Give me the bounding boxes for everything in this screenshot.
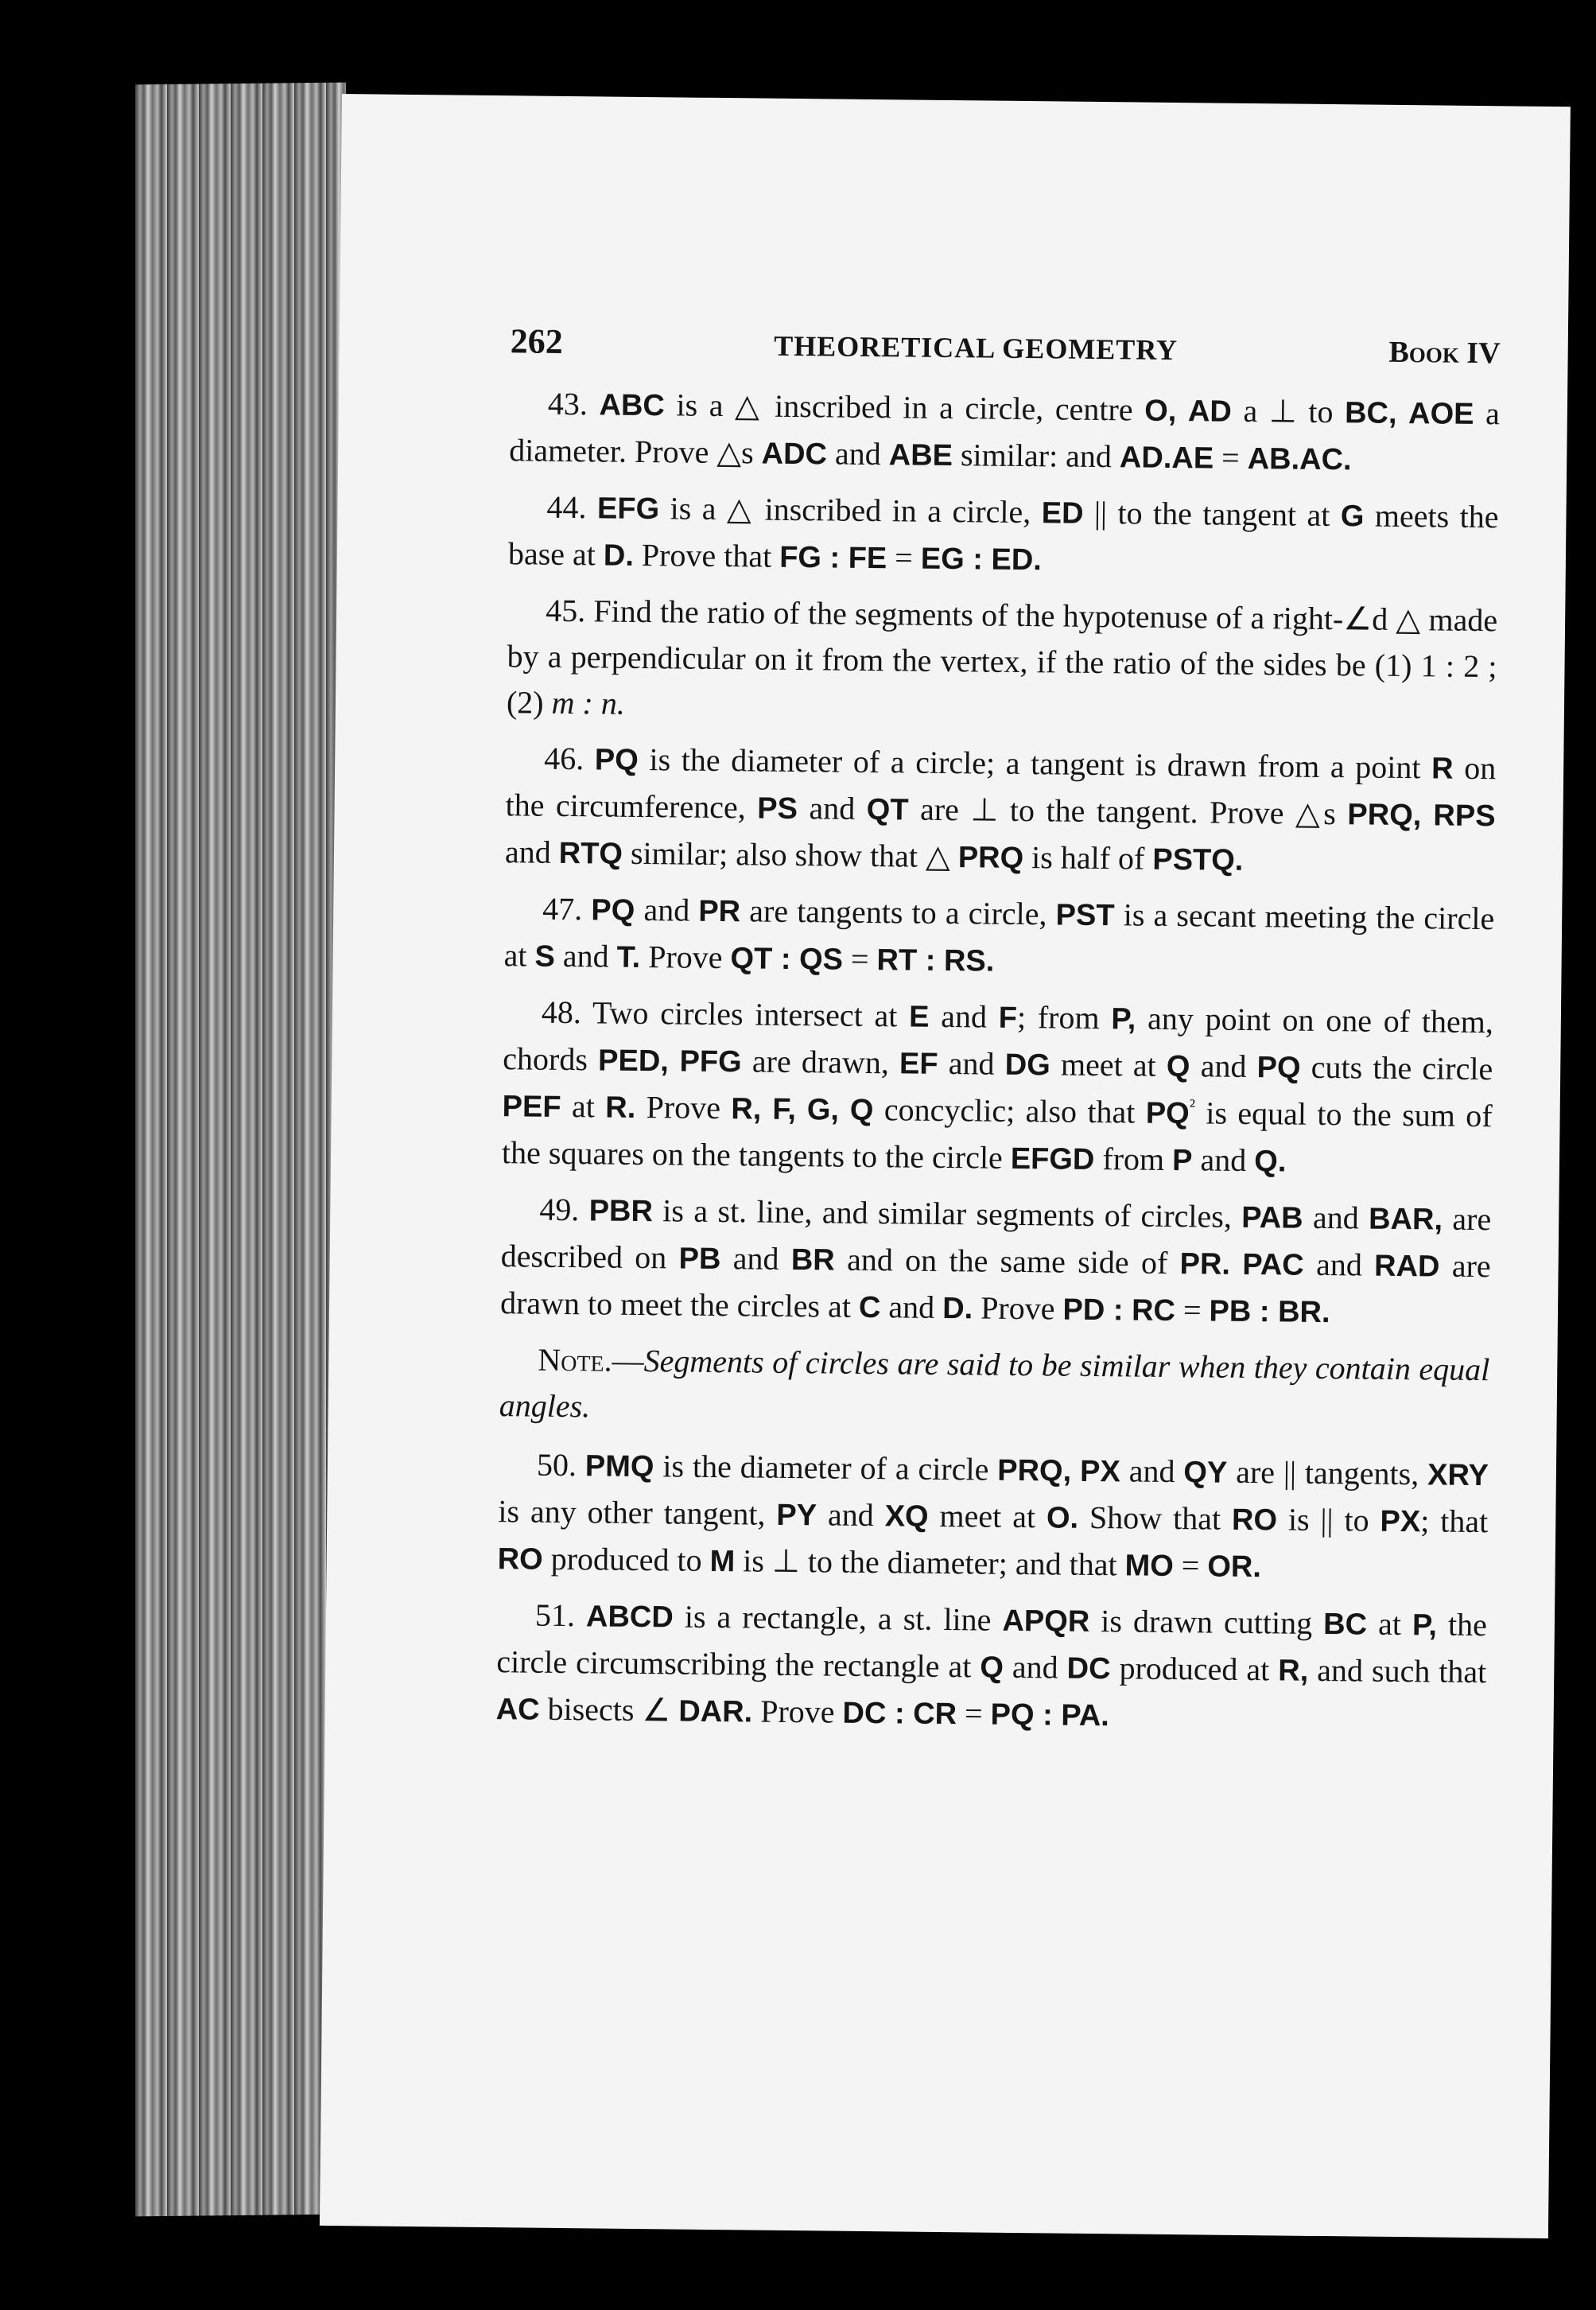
geometric-label: R, — [1278, 1654, 1309, 1688]
problem-number: 43. — [547, 385, 600, 422]
problem-text: concyclic; also that — [873, 1091, 1147, 1130]
geometric-label: PQ — [594, 743, 639, 777]
problem-number: 45. — [545, 592, 594, 629]
problem-text: and — [1192, 1141, 1255, 1179]
geometric-label: BR — [790, 1242, 835, 1278]
problem-text: Prove — [639, 938, 731, 976]
problem-text: and — [938, 1044, 1006, 1082]
geometric-label: AD — [1187, 395, 1233, 429]
geometric-label: PQ — [591, 893, 635, 928]
problem-text: = — [1173, 1547, 1208, 1584]
geometric-label: Q. — [1254, 1145, 1287, 1179]
problem-text: are || tangents, — [1227, 1453, 1428, 1492]
geometric-label: PD : RC — [1062, 1293, 1176, 1328]
geometric-label: EF — [899, 1047, 938, 1081]
problem-text: and — [720, 1240, 792, 1277]
geometric-label: OR. — [1207, 1550, 1262, 1585]
geometric-label: RO — [497, 1542, 543, 1577]
geometric-label: P, — [1412, 1608, 1438, 1643]
problem-text: || to the tangent at — [1083, 494, 1342, 534]
problem-text: and — [816, 1496, 885, 1534]
problem-text: and — [504, 834, 560, 870]
problem-text: at — [561, 1087, 606, 1125]
problem-text: is ⊥ to the diameter; and that — [735, 1542, 1125, 1583]
geometric-label: PR. — [1179, 1247, 1231, 1281]
geometric-label: RAD — [1373, 1249, 1440, 1284]
problem-text: is the diameter of a circle; a tangent is drawn from a point — [638, 741, 1432, 786]
book-label: Book IV — [1388, 335, 1501, 371]
problem-text: on the circumference, — [505, 749, 1497, 826]
problem-text: and — [1120, 1452, 1184, 1490]
geometric-label: F — [998, 1001, 1018, 1035]
geometric-label: AD.AE — [1119, 441, 1214, 476]
geometric-label: DAR. — [678, 1694, 753, 1729]
problem-text: is a secant meeting the circle at — [503, 896, 1495, 974]
problem-text: and on the same side of — [834, 1241, 1180, 1281]
problem-text: produced to — [542, 1540, 710, 1578]
problem-text: are tangents to a circle, — [740, 892, 1056, 932]
problem-text: ; from — [1016, 998, 1112, 1036]
problem-number: 48. — [541, 994, 593, 1031]
problem-text: and — [1303, 1199, 1369, 1236]
geometric-label: AOE — [1408, 397, 1474, 431]
geometric-label: BC, — [1344, 396, 1397, 430]
note — [499, 1336, 1489, 1439]
problem-text: is equal to the sum of the squares on the tangents to the circle — [501, 1095, 1493, 1176]
geometric-label: T. — [616, 940, 641, 974]
problem-text: Find the ratio of the segments of the hypotenuse of a right-∠d △ made by a perpendicular on it from the vertex, if the ratio of the sides be (1) 1 : 2 ; (2) — [506, 593, 1498, 721]
geometric-label: BAR, — [1368, 1202, 1443, 1237]
geometric-label: D. — [942, 1291, 973, 1326]
geometric-label: PSTQ. — [1152, 842, 1244, 877]
geometric-label: APQR — [1002, 1604, 1090, 1639]
problem-text: from — [1094, 1140, 1173, 1178]
problem-text: produced at — [1110, 1650, 1279, 1688]
geometric-label: C — [858, 1290, 881, 1325]
problem-text: = — [956, 1695, 991, 1732]
problem-number: 46. — [544, 740, 596, 777]
problem-text: meet at — [928, 1497, 1047, 1535]
book-page-edges — [135, 83, 346, 2217]
note-text: Segments of circles are said to be similar when they contain equal angles. — [499, 1343, 1490, 1425]
geometric-label: DG — [1004, 1048, 1050, 1083]
problem-text: and — [797, 790, 868, 826]
geometric-label: PEF — [502, 1090, 561, 1124]
problem-text: = — [842, 940, 877, 978]
geometric-label: P, — [1111, 1002, 1136, 1036]
geometric-label: O, — [1144, 394, 1177, 429]
page-content — [495, 318, 1501, 1752]
problem-text: is half of — [1023, 839, 1153, 877]
geometric-label: EG : ED. — [920, 542, 1043, 578]
geometric-label: RT : RS. — [876, 943, 995, 978]
problem-text: = — [1175, 1292, 1210, 1328]
problem-text: similar; also show that △ — [622, 834, 959, 875]
geometric-label: R — [1431, 752, 1454, 786]
problem-text: are ⊥ to the tangent. Prove △s — [908, 791, 1348, 832]
problem-text: any point on one of them, chords — [503, 1000, 1494, 1078]
page — [320, 94, 1571, 2238]
geometric-label: AC — [495, 1693, 540, 1727]
problem-text: and — [826, 435, 890, 472]
problem-text: is || to — [1276, 1501, 1380, 1538]
problem-text: and — [1190, 1048, 1257, 1085]
problem-text — [1176, 392, 1188, 428]
problem-text: Prove — [752, 1693, 843, 1730]
geometric-label: S — [534, 939, 556, 974]
problem-text: is a st. line, and similar segments of circles, — [652, 1192, 1242, 1235]
problem-47 — [503, 885, 1494, 990]
problem-text: and — [635, 891, 699, 928]
geometric-label: PS — [757, 791, 798, 826]
problem-text: bisects ∠ — [539, 1690, 679, 1729]
problem-text — [1071, 1452, 1080, 1488]
problem-text: cuts the circle — [1300, 1048, 1493, 1087]
problem-text: Prove that — [633, 536, 780, 574]
problem-text: is a △ inscribed in a circle, centre — [664, 387, 1145, 428]
geometric-label: AB.AC. — [1247, 441, 1352, 477]
geometric-label: D. — [603, 539, 635, 573]
geometric-label: ADC — [761, 437, 828, 472]
geometric-label: PB — [678, 1242, 721, 1277]
problem-text: ² — [1189, 1095, 1196, 1117]
geometric-label: P — [1171, 1144, 1193, 1178]
geometric-label: PY — [776, 1498, 817, 1533]
problem-number: 51. — [534, 1596, 587, 1634]
problem-text: and such that — [1308, 1651, 1487, 1690]
problem-text: m : n. — [551, 684, 626, 721]
geometric-label: RTQ — [558, 836, 623, 871]
problem-text — [1396, 395, 1408, 430]
geometric-label: XRY — [1427, 1458, 1489, 1493]
geometric-label: PB : BR. — [1209, 1294, 1330, 1330]
problem-text — [1230, 1246, 1243, 1281]
problem-43 — [509, 380, 1500, 484]
geometric-label: ED — [1041, 496, 1084, 531]
geometric-label: M — [709, 1544, 736, 1579]
problem-text: is a rectangle, a st. line — [673, 1598, 1003, 1638]
geometric-label: PQ — [1145, 1096, 1190, 1131]
problem-text: ; that — [1420, 1503, 1489, 1540]
problem-text: is drawn cutting — [1089, 1602, 1324, 1642]
geometric-label: PAB — [1241, 1200, 1303, 1235]
geometric-label: PR — [698, 894, 741, 929]
problem-text: are described on — [500, 1200, 1492, 1276]
problem-list — [500, 380, 1500, 1337]
geometric-label: ABCD — [585, 1600, 674, 1635]
geometric-label: EFGD — [1010, 1141, 1095, 1176]
problem-text: and — [929, 998, 1000, 1035]
problem-text: and — [1303, 1246, 1375, 1283]
problem-number: 44. — [546, 488, 598, 526]
problem-44 — [508, 484, 1499, 588]
geometric-label: G — [1340, 500, 1365, 534]
geometric-label: QT : QS — [730, 942, 844, 977]
geometric-label: PQ : PA. — [990, 1698, 1110, 1733]
note-label: Note.— — [538, 1341, 644, 1379]
problem-46 — [505, 735, 1497, 886]
problem-list-continued — [495, 1441, 1489, 1743]
problem-text: is a △ inscribed in a circle, — [658, 490, 1042, 531]
geometric-label: MO — [1124, 1549, 1175, 1584]
geometric-label: Q — [1166, 1049, 1190, 1084]
problem-text: meet at — [1050, 1046, 1167, 1083]
problem-text: a diameter. Prove △s — [509, 395, 1501, 471]
geometric-label: ABC — [599, 388, 666, 423]
geometric-label: PRQ, — [997, 1453, 1072, 1488]
geometric-label: ABE — [888, 438, 953, 473]
problem-text: are drawn, — [741, 1043, 900, 1081]
geometric-label: O. — [1046, 1501, 1079, 1535]
geometric-label: QY — [1183, 1456, 1228, 1490]
geometric-label: PX — [1380, 1504, 1421, 1539]
problem-text: at — [1366, 1605, 1413, 1643]
problem-text: and — [554, 937, 617, 974]
problem-text: Prove — [972, 1289, 1063, 1327]
problem-text: Prove — [635, 1088, 732, 1126]
problem-text: and — [1003, 1648, 1067, 1686]
geometric-label: XQ — [884, 1499, 929, 1534]
problem-51 — [495, 1592, 1487, 1743]
problem-text: and — [880, 1289, 943, 1325]
problem-text: is any other tangent, — [498, 1493, 777, 1532]
geometric-label: PST — [1055, 898, 1115, 933]
geometric-label: R. — [605, 1091, 636, 1125]
geometric-label: PAC — [1242, 1247, 1304, 1282]
problem-49 — [500, 1186, 1492, 1337]
problem-text: = — [1213, 439, 1248, 476]
problem-text: similar: and — [952, 437, 1120, 475]
geometric-label: Q — [980, 1651, 1004, 1685]
geometric-label: R, F, G, Q — [731, 1092, 874, 1128]
geometric-label: DC : CR — [842, 1696, 957, 1732]
geometric-label: PED, PFG — [597, 1044, 742, 1079]
geometric-label: QT — [866, 792, 909, 827]
geometric-label: PX — [1079, 1454, 1121, 1489]
geometric-label: PMQ — [584, 1449, 654, 1484]
geometric-label: PQ — [1256, 1051, 1301, 1085]
problem-48 — [502, 989, 1493, 1187]
geometric-label: PBR — [588, 1194, 654, 1229]
geometric-label: PRQ, RPS — [1347, 798, 1496, 834]
geometric-label: FG : FE — [779, 540, 887, 576]
problem-text: meets the base at — [507, 497, 1499, 573]
problem-text: are drawn to meet the circles at — [499, 1247, 1491, 1324]
geometric-label: RO — [1231, 1503, 1278, 1538]
running-title: THEORETICAL GEOMETRY — [774, 329, 1179, 367]
geometric-label: DC — [1066, 1651, 1111, 1686]
geometric-label: EFG — [596, 492, 660, 527]
problem-50 — [497, 1441, 1489, 1592]
geometric-label: BC — [1322, 1608, 1368, 1642]
running-header — [510, 318, 1501, 376]
geometric-label: PRQ — [957, 841, 1024, 876]
problem-text: Show that — [1078, 1499, 1233, 1537]
problem-number: 47. — [542, 890, 592, 928]
page-number: 262 — [510, 321, 564, 361]
problem-text: is the diameter of a circle — [654, 1448, 998, 1488]
problem-text: the circle circumscribing the rectangle at — [496, 1606, 1488, 1685]
problem-number: 49. — [539, 1191, 589, 1228]
problem-text: a ⊥ to — [1231, 392, 1346, 430]
problem-45 — [507, 587, 1498, 736]
problem-text: = — [887, 539, 922, 576]
problem-number: 50. — [536, 1446, 586, 1484]
problem-text: Two circles intersect at — [592, 994, 910, 1034]
geometric-label: E — [908, 1000, 930, 1034]
